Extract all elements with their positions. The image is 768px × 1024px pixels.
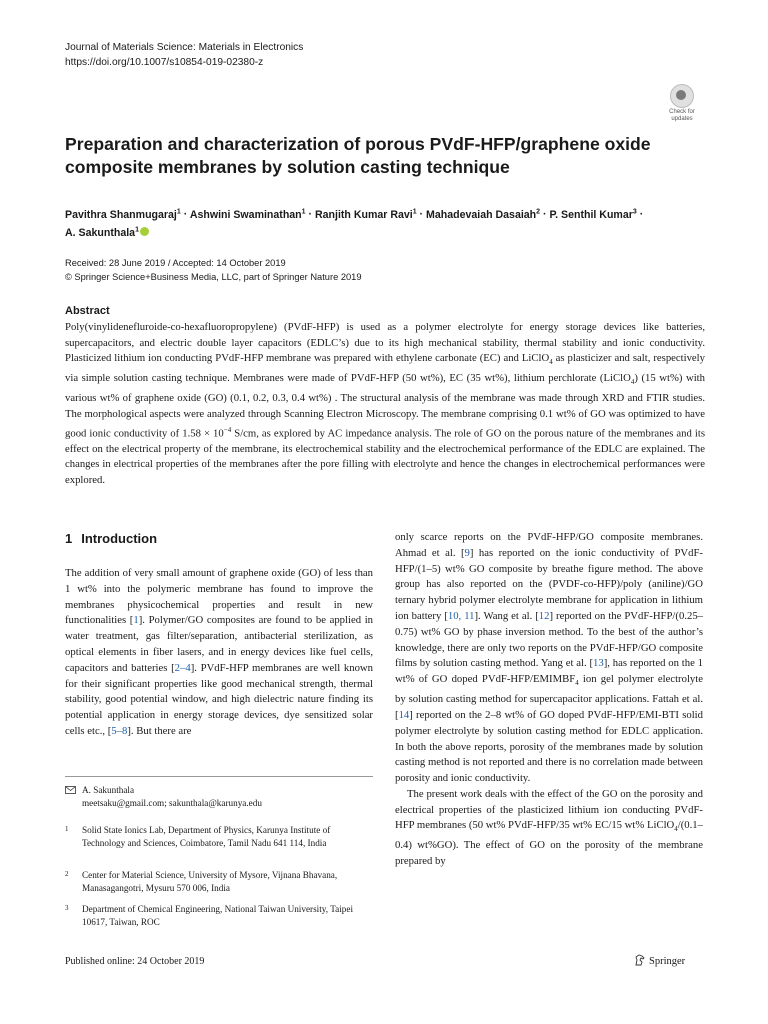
article-dates xyxy=(65,257,362,284)
affiliation: 3 Department of Chemical Engineering, National Taiwan University, Taipei 10617, Taiwan, ROC xyxy=(65,904,354,927)
author[interactable]: Ranjith Kumar Ravi$^1$ xyxy=(314,208,417,221)
citation-link[interactable]: 2–4 xyxy=(174,661,191,674)
doi-link[interactable]: https://doi.org/10.1007/s10854-019-02380-z xyxy=(65,56,264,68)
citation-link[interactable]: 1 xyxy=(133,614,139,627)
corresponding-emails[interactable]: meetsaku@gmail.com; sakunthala@karunya.edu xyxy=(82,797,262,808)
citation-link[interactable]: 12 xyxy=(538,609,550,622)
check-updates-icon xyxy=(670,84,694,108)
paper-title: Preparation and characterization of porous PVdF-HFP/graphene oxide composite membranes by solution casting technique xyxy=(65,134,651,177)
citation-link[interactable]: 13 xyxy=(593,657,604,670)
affiliation: 1 Solid State Ionics Lab, Department of Physics, Karunya Institute of Technology and Sciences, Coimbatore, Tamil Nadu 641 114, India xyxy=(65,825,331,848)
citation-link[interactable]: 14 xyxy=(398,708,410,721)
citation-link[interactable]: 9 xyxy=(464,546,470,559)
affiliation: 2 Center for Material Science, University of Mysore, Vijnana Bhavana, Manasagangotri, Mysuru 570 006, India xyxy=(65,870,338,893)
author-line-2 xyxy=(65,223,705,242)
paragraph: The addition of very small amount of graphene oxide (GO) of less than 1 wt% into the polymeric membrane has found to improve the membranes physicochemical properties and result in new functionalities [1]. Polymer/GO composites are found to be applied in water treatment, gas filter/separation, antibacterial sterilization, as optical elements in fiber lasers, and in energy devices like fuel cells, capacitors and batteries [2–4]. PVdF-HFP membranes are well known for their significant properties like good mechanical strength, thermal stability, good potential window, and high dielectric nature finding its potential application in energy storage devices, dye sensitized solar cells etc., [5–8]. But there are xyxy=(65,567,374,737)
abstract-heading: Abstract xyxy=(65,305,110,317)
footnote-divider xyxy=(65,776,373,777)
copyright-line: © Springer Science+Business Media, LLC, part of Springer Nature 2019 xyxy=(65,271,362,282)
journal-header xyxy=(65,41,303,70)
corresponding-author-name: A. Sakunthala xyxy=(82,785,135,795)
springer-horse-icon xyxy=(634,954,646,966)
author[interactable]: Ashwini Swaminathan$^1$ xyxy=(189,208,306,221)
correspondence xyxy=(65,784,373,810)
section-heading-introduction: 1 Introduction xyxy=(65,531,158,546)
author[interactable]: P. Senthil Kumar$^3$ xyxy=(549,208,637,221)
intro-column-left xyxy=(65,566,373,740)
intro-column-right xyxy=(395,530,703,870)
envelope-icon xyxy=(65,786,76,794)
journal-name: Journal of Materials Science: Materials in Electronics xyxy=(65,42,304,53)
publisher-logo: Springer xyxy=(634,954,685,967)
author[interactable]: Mahadevaiah Dasaiah$^2$ xyxy=(426,208,541,221)
abstract-text: Poly(vinylidenefluroide-co-hexafluoropropylene) (PVdF-HFP) is used as a polymer electrolyte for energy storage devices like batteries, supercapacitors, and electric double layer capacitors (EDLC’s) due to its high mechanical stability, thermal stability and ionic conductivity. Plasticized lithium ion conducting PVdF-HFP membrane was prepared with ethylene carbonate (EC) and LiClO$_4$ as plasticizer and salt, respectively via simple solution casting technique. Membranes were made of PVdF-HFP (50 wt%), EC (35 wt%), lithium perchlorate (LiClO$_4$) (15 wt%) with various wt% of graphene oxide (GO) (0.1, 0.2, 0.3, 0.4 wt%) . The structural analysis of the membrane was made through XRD and FTIR studies. The morphological aspects were analyzed through Scanning Electron Microscopy. The membrane comprising 0.1 wt% of GO was optimized to have good ionic conductivity of $1.58 \times 10^{-4}$ S/cm, as explored by AC impedance analysis. The role of GO on the porous nature of the membranes and its effect on the electrical property of the membrane, its electrochemical stability and the electrochemical performance of the EDLC are explained. The changes in electrical properties of the membranes after the pore filling with electrolyte and hence the changes in electrochemical performances were explored. xyxy=(65,321,705,487)
received-accepted: Received: 28 June 2019 / Accepted: 14 October 2019 xyxy=(65,258,286,268)
check-for-updates-badge[interactable]: Check for updates xyxy=(662,84,702,124)
author-list xyxy=(65,204,705,241)
paragraph: The present work deals with the effect of the GO on the porosity and electrical properties of the plasticized lithium ion conducting PVdF-HFP membranes (50 wt% PVdF-HFP/35 wt% EC/15 wt% LiClO$_4$/(0.1–0.4) wt%GO). The effect of GO on the porosity of the membrane prepared by xyxy=(395,787,703,868)
citation-link[interactable]: 10, 11 xyxy=(447,609,475,622)
paragraph: only scarce reports on the PVdF-HFP/GO composite membranes. Ahmad et al. [9] has reported on the ionic conductivity of PVdF-HFP/(1–5) wt% GO composite by breathe figure method. The above group has also reported on the (PVDF-co-HFP)/poly (aniline)/GO ternary hybrid polymer electrolyte membrane for application in lithium ion battery [10, 11]. Wang et al. [12] reported on the PVdF-HFP/(0.25–0.75) wt% GO by phase inversion method. To the best of the author’s knowledge, there are only two reports on the PVdF-HFP/GO composite films by solution casting method. Yang et al. [13], has reported on the 1 wt% of GO doped PVdF-$HFP/EMIMBF_4$ ion gel polymer electrolyte by solution casting method for supercapacitor applications. Fattah et al. [14] reported on the 2–8 wt% of GO doped PVdF-HFP/EMI-BTI solid polymer electrolyte by solution casting method for EDLC application. In both the above reports, porosity of the membranes made by solution casting method is not reported and there is no correlation made between porosity and ionic conductivity. xyxy=(395,531,704,785)
author-line-1: Pavithra Shanmugaraj$^1$ · Ashwini Swaminathan$^1$ · Ranjith Kumar Ravi$^1$ · Mahadevaiah Dasaiah$^2$ · P. Senthil Kumar$^3$ · xyxy=(65,208,644,221)
author[interactable]: Pavithra Shanmugaraj$^1$ xyxy=(65,208,181,221)
published-online: Published online: 24 October 2019 xyxy=(65,956,205,967)
orcid-icon[interactable] xyxy=(140,227,149,236)
author[interactable]: A. Sakunthala$^1$ xyxy=(65,226,139,240)
citation-link[interactable]: 5–8 xyxy=(111,724,128,737)
